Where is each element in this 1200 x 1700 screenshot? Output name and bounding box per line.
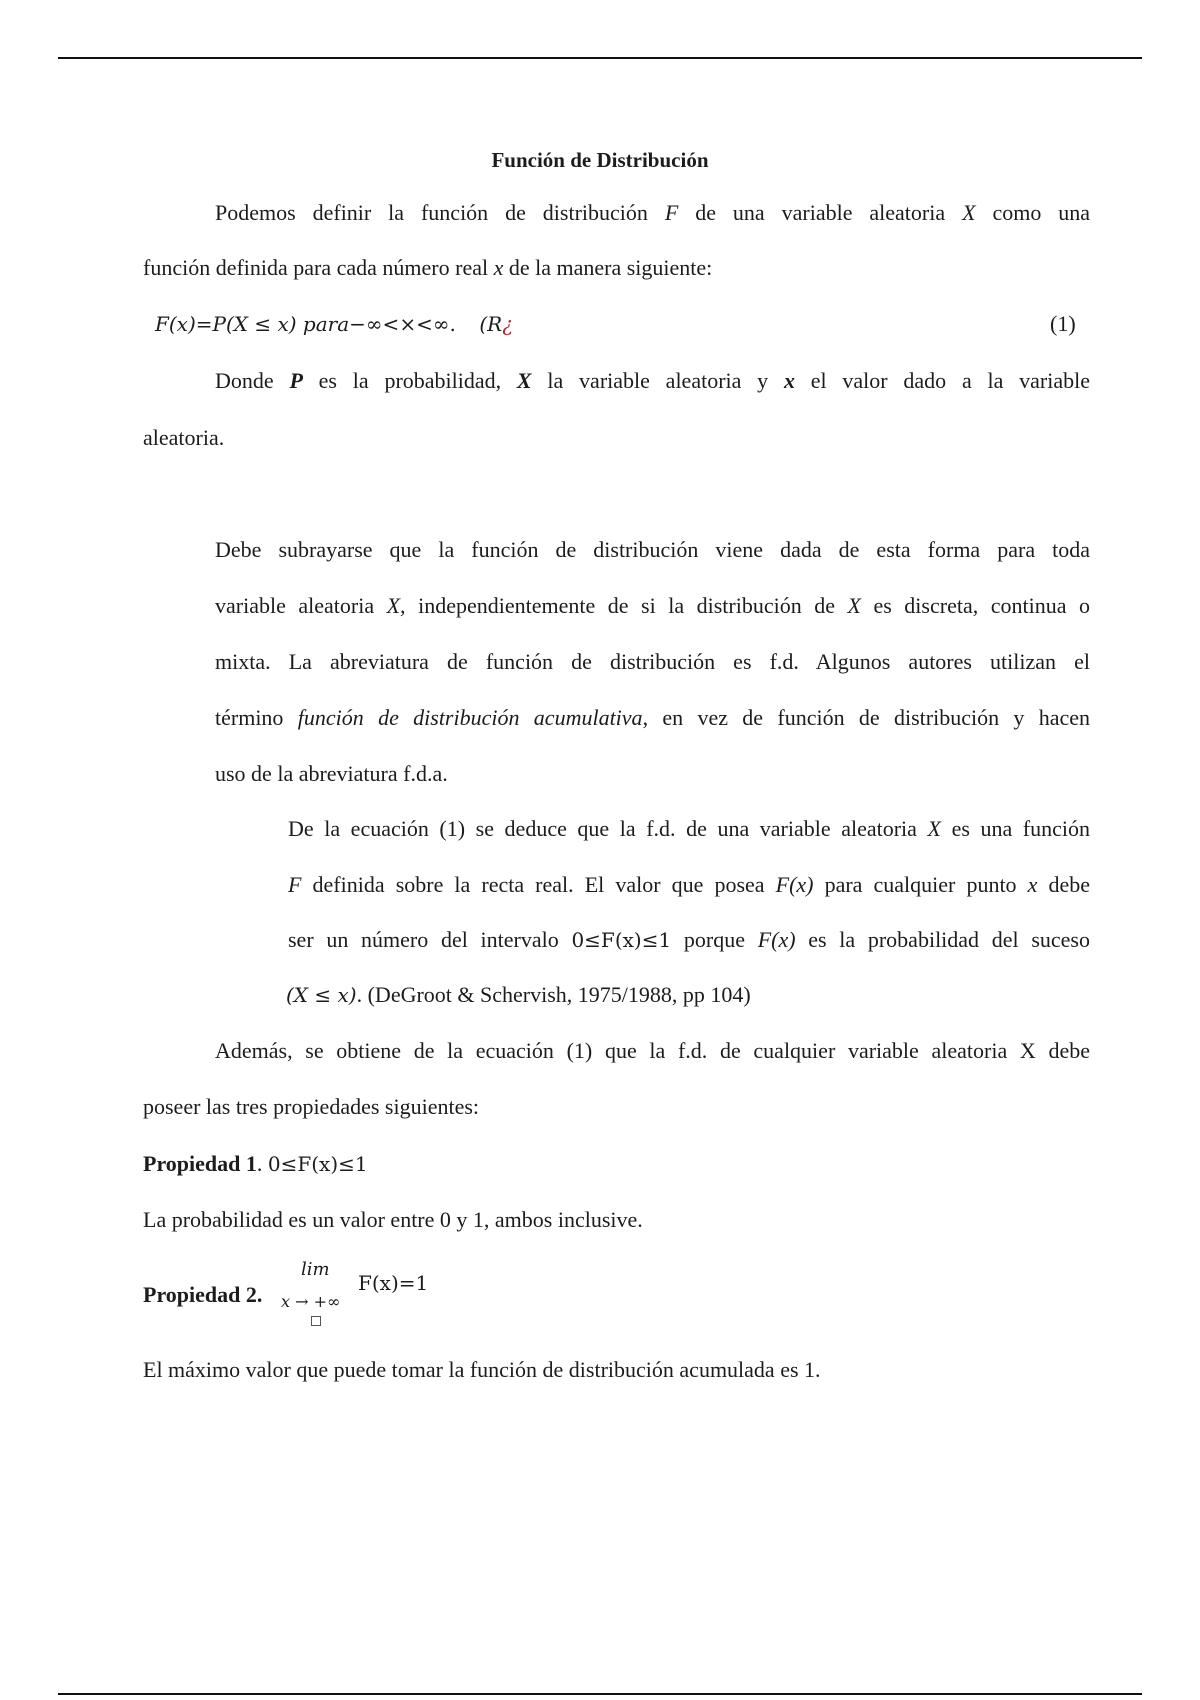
paragraph-2-line-1: Donde P es la probabilidad, X la variable aleatoria y x el valor dado a la variable [215, 368, 1090, 393]
interval-formula: 0≤F(x)≤1 [571, 928, 672, 952]
paragraph-5-line-2: poseer las tres propiedades siguientes: [143, 1094, 480, 1119]
limit-operator: lim [301, 1259, 330, 1280]
equation-1: F(x)=P(X ≤ x) para−∞<×<∞. (R¿ [155, 312, 513, 336]
document-title: Función de Distribución [491, 148, 709, 172]
property-2-formula: F(x)=1 [358, 1271, 429, 1295]
property-1: Propiedad 1. 0≤F(x)≤1 [143, 1151, 368, 1176]
header-rule [58, 57, 1142, 59]
footer-rule [58, 1693, 1142, 1695]
quote-line-3: ser un número del intervalo 0≤F(x)≤1 porque F(x) es la probabilidad del suceso [288, 927, 1090, 952]
paragraph-3-line-2: variable aleatoria X, independientemente de si la distribución de X es discreta, continua o [215, 593, 1090, 618]
placeholder-box-icon [311, 1316, 321, 1326]
paragraph-3-line-3: mixta. La abreviatura de función de distribución es f.d. Algunos autores utilizan el [215, 649, 1090, 674]
paragraph-1-line-2: función definida para cada número real x de la manera siguiente: [143, 255, 713, 280]
paragraph-3-line-1: Debe subrayarse que la función de distribución viene dada de esta forma para toda [215, 537, 1090, 562]
paragraph-3-line-4: término función de distribución acumulativa, en vez de función de distribución y hacen [215, 705, 1091, 730]
property-2-description: El máximo valor que puede tomar la función de distribución acumulada es 1. [143, 1357, 821, 1382]
paragraph-3-line-5: uso de la abreviatura f.d.a. [215, 761, 448, 786]
property-1-label: Propiedad 1 [143, 1151, 257, 1176]
limit-subscript: x → +∞ [281, 1292, 341, 1311]
paragraph-1-line-1: Podemos definir la función de distribución F de una variable aleatoria X como una [215, 200, 1091, 225]
equation-number: (1) [1050, 311, 1076, 336]
property-2-label: Propiedad 2. [143, 1282, 263, 1307]
quote-line-4: (X ≤ x). (DeGroot & Schervish, 1975/1988, pp 104) [286, 982, 751, 1007]
property-1-formula: 0≤F(x)≤1 [267, 1152, 368, 1176]
quote-line-2: F definida sobre la recta real. El valor que posea F(x) para cualquier punto x debe [288, 872, 1091, 897]
event-formula: (X ≤ x) [286, 983, 357, 1007]
paragraph-5-line-1: Además, se obtiene de la ecuación (1) que la f.d. de cualquier variable aleatoria X debe [215, 1038, 1090, 1063]
quote-line-1: De la ecuación (1) se deduce que la f.d. de una variable aleatoria X es una función [288, 816, 1091, 841]
paragraph-2-line-2: aleatoria. [143, 425, 225, 450]
property-1-description: La probabilidad es un valor entre 0 y 1, ambos inclusive. [143, 1207, 643, 1232]
